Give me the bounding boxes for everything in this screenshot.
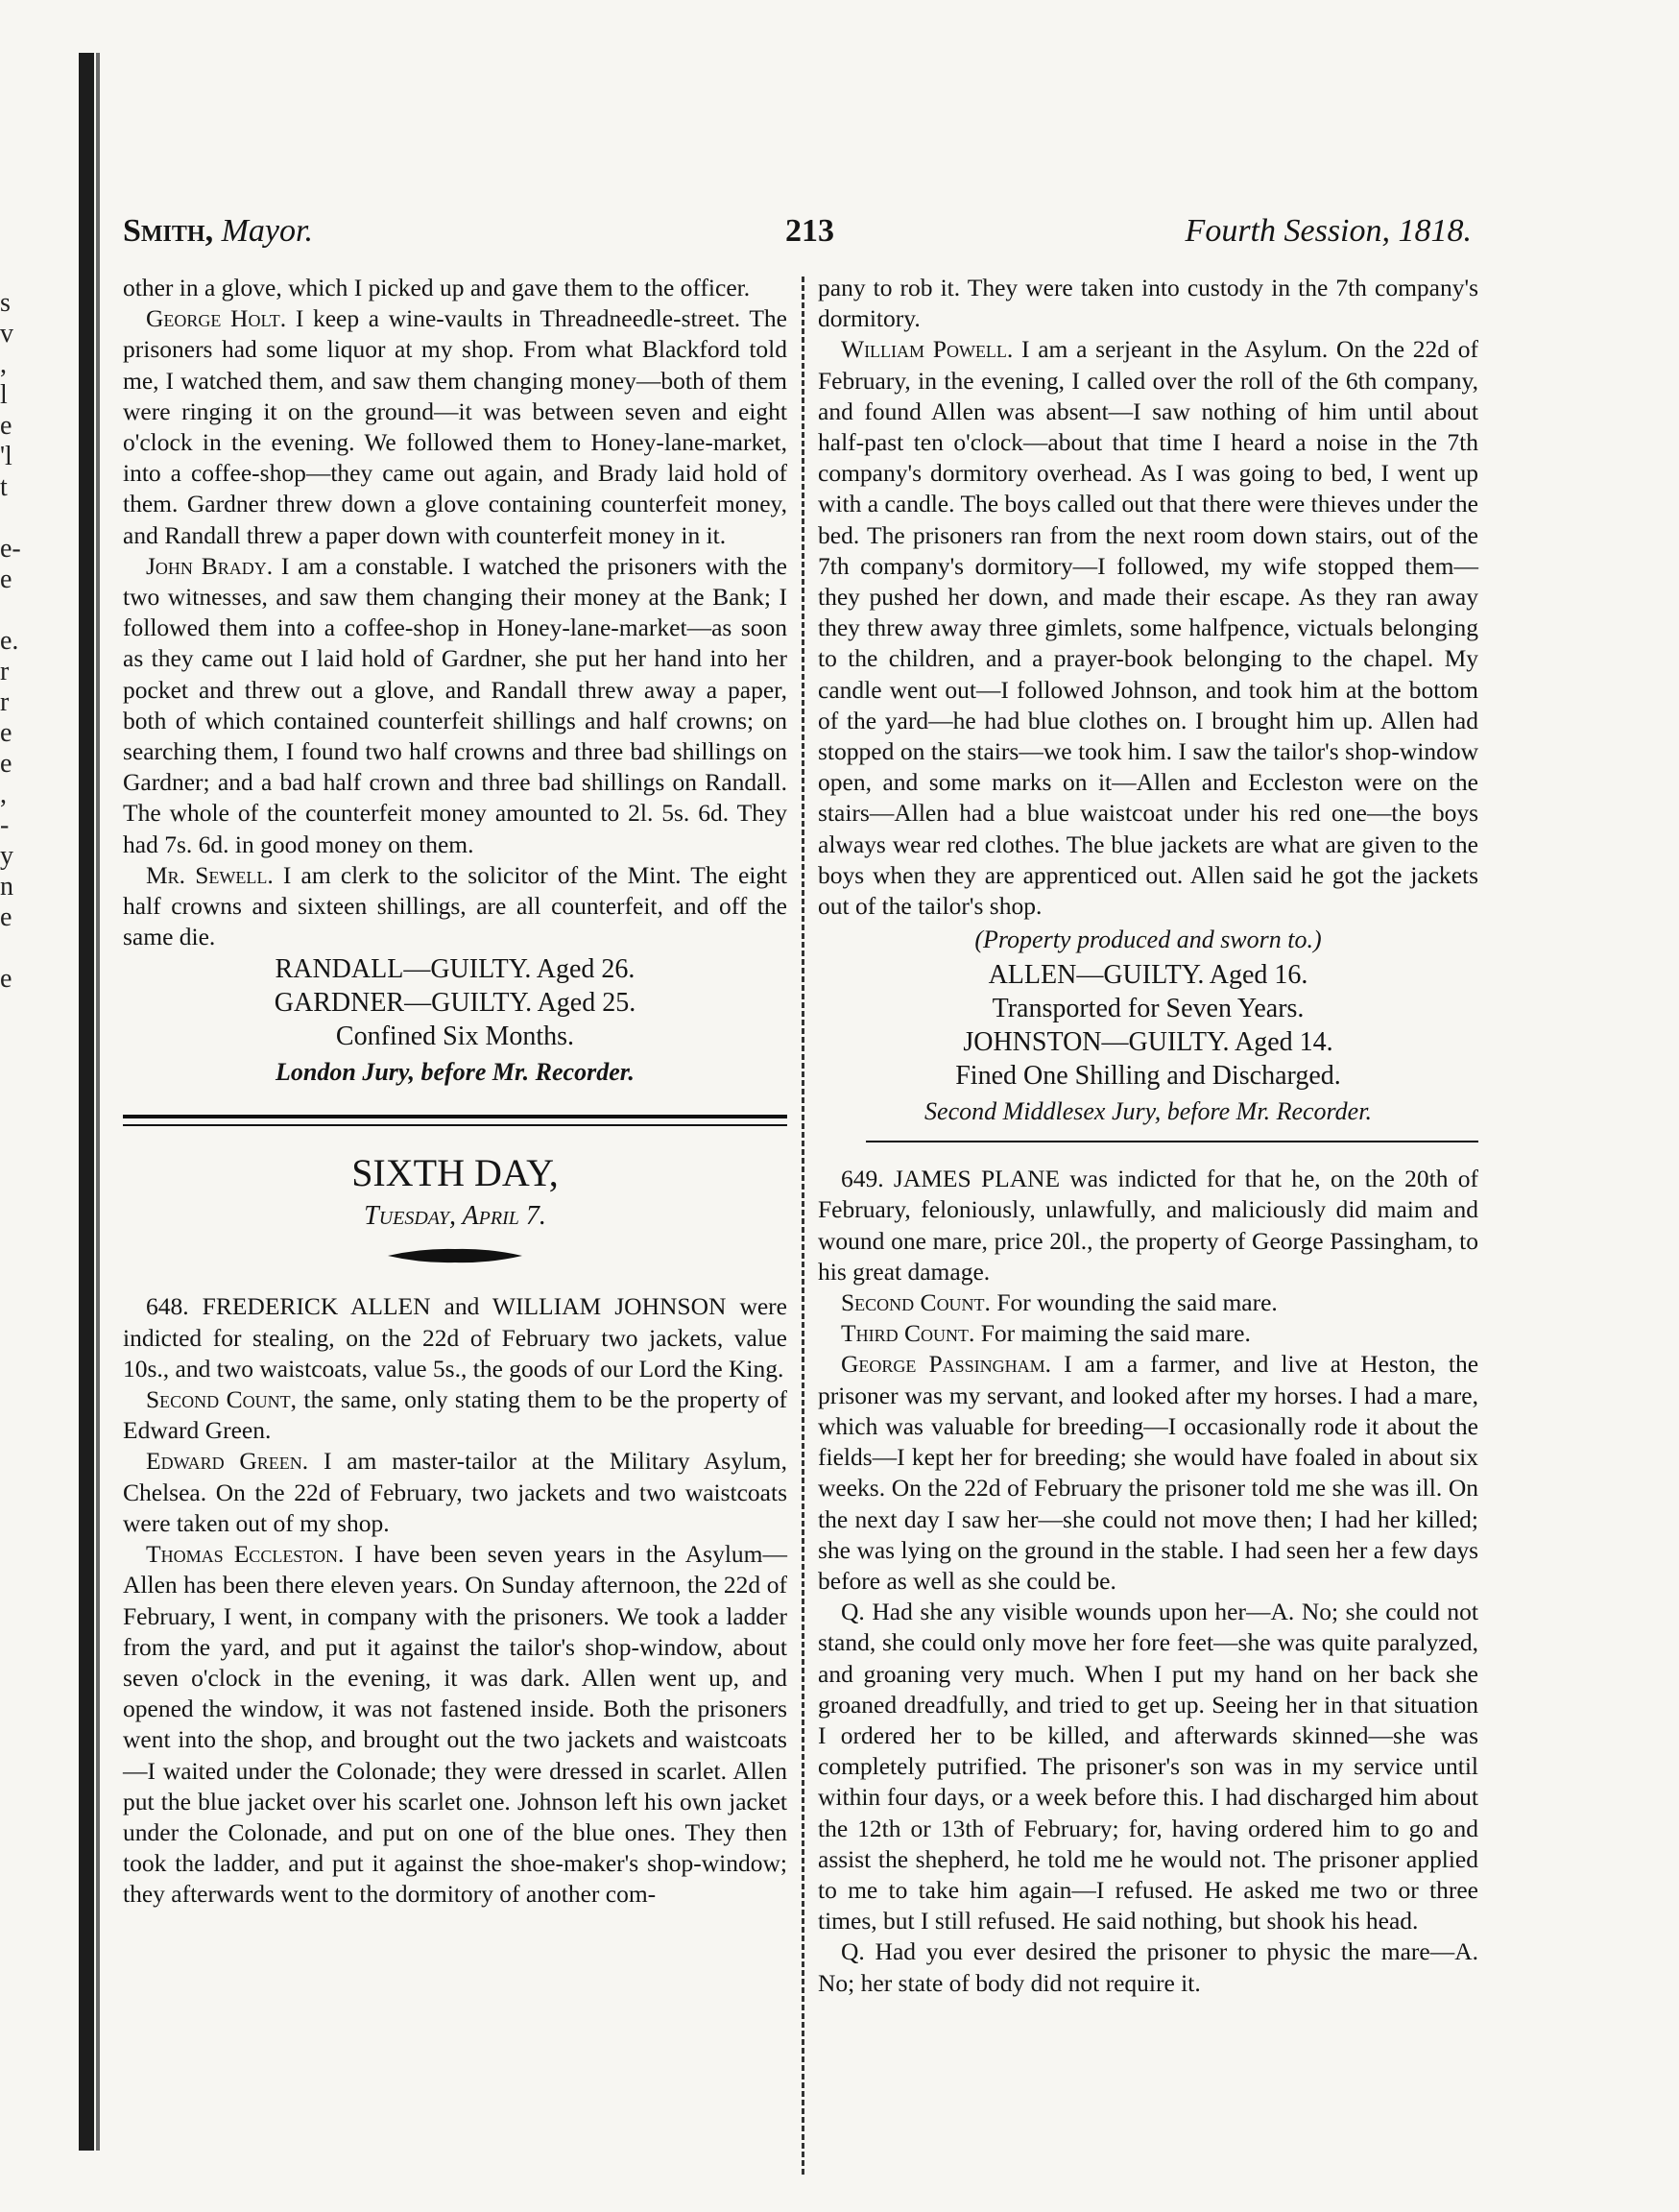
binding-edge-shadow — [96, 53, 100, 2151]
page-header — [123, 213, 1472, 253]
left-column — [123, 273, 787, 1911]
section-rule — [866, 1141, 1478, 1142]
sentence: Confined Six Months. — [335, 1022, 575, 1052]
day-subtitle: Tuesday, April 7. — [364, 1201, 546, 1232]
jury-line: Second Middlesex Jury, before Mr. Recorder. — [924, 1097, 1372, 1126]
question-answer: Q. Had she any visible wounds upon her—A. No; she could not stand, she could only move her fore feet—she was quite paralyzed, and groaning very much. When I put my hand on her back she groaned dreadfully, and tried to get up. Seeing her in that situation I ordered her to be killed, and afterwards skinned—she was completely putrified. The prisoner's son was in my service until within four days, or a week before this. I had discharged him about the 12th or 13th of February; for, having ordered him to go and assist the shepherd, he told me he would not. The prisoner applied to me to take him again—I refused. He asked me two or three times, but I still refused. He said nothing, but shook his head. — [818, 1598, 1478, 1936]
paragraph: pany to rob it. They were taken into custody in the 7th company's dormitory. — [818, 274, 1478, 333]
testimony-powell: William Powell. I am a serjeant in the Asylum. On the 22d of February, in the evening, I called over the roll of the 6th company, and found Allen was absent—I saw nothing of him until about half-past ten o'clock—about that time I heard a noise in the 7th company's dormitory overhead. As I was going to bed, I went up with a candle. The boys called out that there were thieves under the bed. The prisoners ran from the next room down stairs, out of the 7th company's dormitory—I followed, my wife stopped them—they pushed her down, and made their escape. As they ran away they threw away three gimlets, some halfpence, victuals belonging to the children, and a prayer-book belonging to the chapel. My candle went out—I followed Johnson, and took him at the bottom of the yard—he had blue clothes on. I brought him up. Allen had stopped on the stairs—we took him. I saw the tailor's shop-window open, and some marks on it—Allen and Eccleston were on the stairs—Allen had a blue waistcoat under his red one—the boys always wear red clothes. The blue jackets are what are given to the boys when they are apprenticed out. Allen said he got the jackets out of the tailor's shop. — [818, 335, 1478, 921]
property-note: (Property produced and sworn to.) — [974, 926, 1322, 954]
page-number: 213 — [785, 213, 834, 249]
day-title: SIXTH DAY, — [351, 1151, 559, 1195]
testimony-green: Edward Green. I am master-tailor at the Military Asylum, Chelsea. On the 22d of February, two jackets and two waistcoats were taken out of my shop. — [123, 1447, 787, 1537]
second-count: Second Count, the same, only stating them to be the property of Edward Green. — [123, 1385, 787, 1445]
verdict-gardner: GARDNER—GUILTY. Aged 25. — [274, 988, 636, 1019]
testimony-brady: John Brady. I am a constable. I watched the prisoners with the two witnesses, and saw them changing their money at the Bank; I followed them into a coffee-shop in Honey-lane-market—as soon as they came out I laid hold of Gardner, she put her hand into her pocket and threw out a glove, and Randall threw away a paper, both of which contained counterfeit shillings and half crowns; on searching them, I found two half crowns and three bad shillings on Gardner; and a bad half crown and three bad shillings on Randall. The whole of the counterfeit money amounted to 2l. 5s. 6d. They had 7s. 6d. in good money on them. — [123, 551, 787, 858]
ornament-icon — [388, 1247, 522, 1264]
testimony-sewell: Mr. Sewell. I am clerk to the solicitor of the Mint. The eight half crowns and sixteen shillings, are all counterfeit, and off the same die. — [123, 860, 788, 951]
verdict-johnston: JOHNSTON—GUILTY. Aged 14. — [963, 1027, 1333, 1058]
testimony-passingham: George Passingham. I am a farmer, and live at Heston, the prisoner was my servant, and looked after my horses. I had a mare, which was valuable for breeding—I occasionally rode it about the fields—I kept her for breeding; she would have foaled in about six weeks. On the 22d of February the prisoner told me she was ill. On the next day I saw her—she could not move then; I had her killed; she was lying on the ground in the stable. I had seen her a few days before as well as she could be. — [818, 1350, 1479, 1595]
third-count: Third Count. For maiming the said mare. — [841, 1319, 1251, 1348]
jury-line: London Jury, before Mr. Recorder. — [276, 1058, 635, 1087]
section-rule — [123, 1115, 787, 1126]
header-right: Fourth Session, 1818. — [1185, 213, 1472, 249]
question-answer: Q. Had you ever desired the prisoner to physic the mare—A. No; her state of body did not require it. — [818, 1937, 1478, 1997]
verdict-randall: RANDALL—GUILTY. Aged 26. — [275, 954, 636, 985]
testimony-holt: George Holt. I keep a wine-vaults in Threadneedle-street. The prisoners had some liquor at my shop. From what Blackford told me, I watched them, and saw them changing money—both of them were ringing it on the ground—it was between seven and eight o'clock in the evening. We followed them to Honey-lane-market, into a coffee-shop—they came out again, and Brady laid hold of them. Gardner threw down a glove containing counterfeit money, and Randall threw a paper down with counterfeit money in it. — [123, 304, 788, 549]
header-left: Smith, Mayor. — [123, 213, 313, 249]
second-count: Second Count. For wounding the said mare. — [841, 1288, 1278, 1317]
sentence-johnston: Fined One Shilling and Discharged. — [955, 1061, 1341, 1092]
binding-edge — [79, 53, 94, 2151]
previous-page-fragment: s v , l e 'l t e- e e. r r e e , - y n e e — [0, 288, 21, 994]
testimony-eccleston: Thomas Eccleston. I have been seven years in the Asylum—Allen has been there eleven years. On Sunday afternoon, the 22d of February, I went, in company with the prisoners. We took a ladder from the yard, and put it against the tailor's shop-window, about seven o'clock in the evening, it was dark. Allen went up, and opened the window, it was not fastened inside. Both the prisoners went into the shop, and brought out the two jackets and waistcoats—I waited under the Colonade; they were dressed in scarlet. Allen put the blue jacket over his scarlet one. Johnson left his own jacket under the Colonade, and put on one of the blue ones. They then took the ladder, and put it against the shoe-maker's shop-window; they afterwards went to the dormitory of another com- — [123, 1540, 788, 1909]
column-divider — [802, 276, 804, 2177]
right-column — [818, 273, 1478, 1999]
paragraph: other in a glove, which I picked up and gave them to the officer. — [123, 274, 751, 301]
indictment-649: 649. JAMES PLANE was indicted for that he, on the 20th of February, feloniously, unlawfully, and maliciously did maim and wound one mare, price 20l., the property of George Passingham, to his great damage. — [818, 1165, 1478, 1286]
indictment-648: 648. FREDERICK ALLEN and WILLIAM JOHNSON were indicted for stealing, on the 22d of February two jackets, value 10s., and two waistcoats, value 5s., the goods of our Lord the King. — [123, 1292, 787, 1382]
verdict-allen: ALLEN—GUILTY. Aged 16. — [988, 960, 1308, 991]
sentence-allen: Transported for Seven Years. — [992, 994, 1305, 1024]
